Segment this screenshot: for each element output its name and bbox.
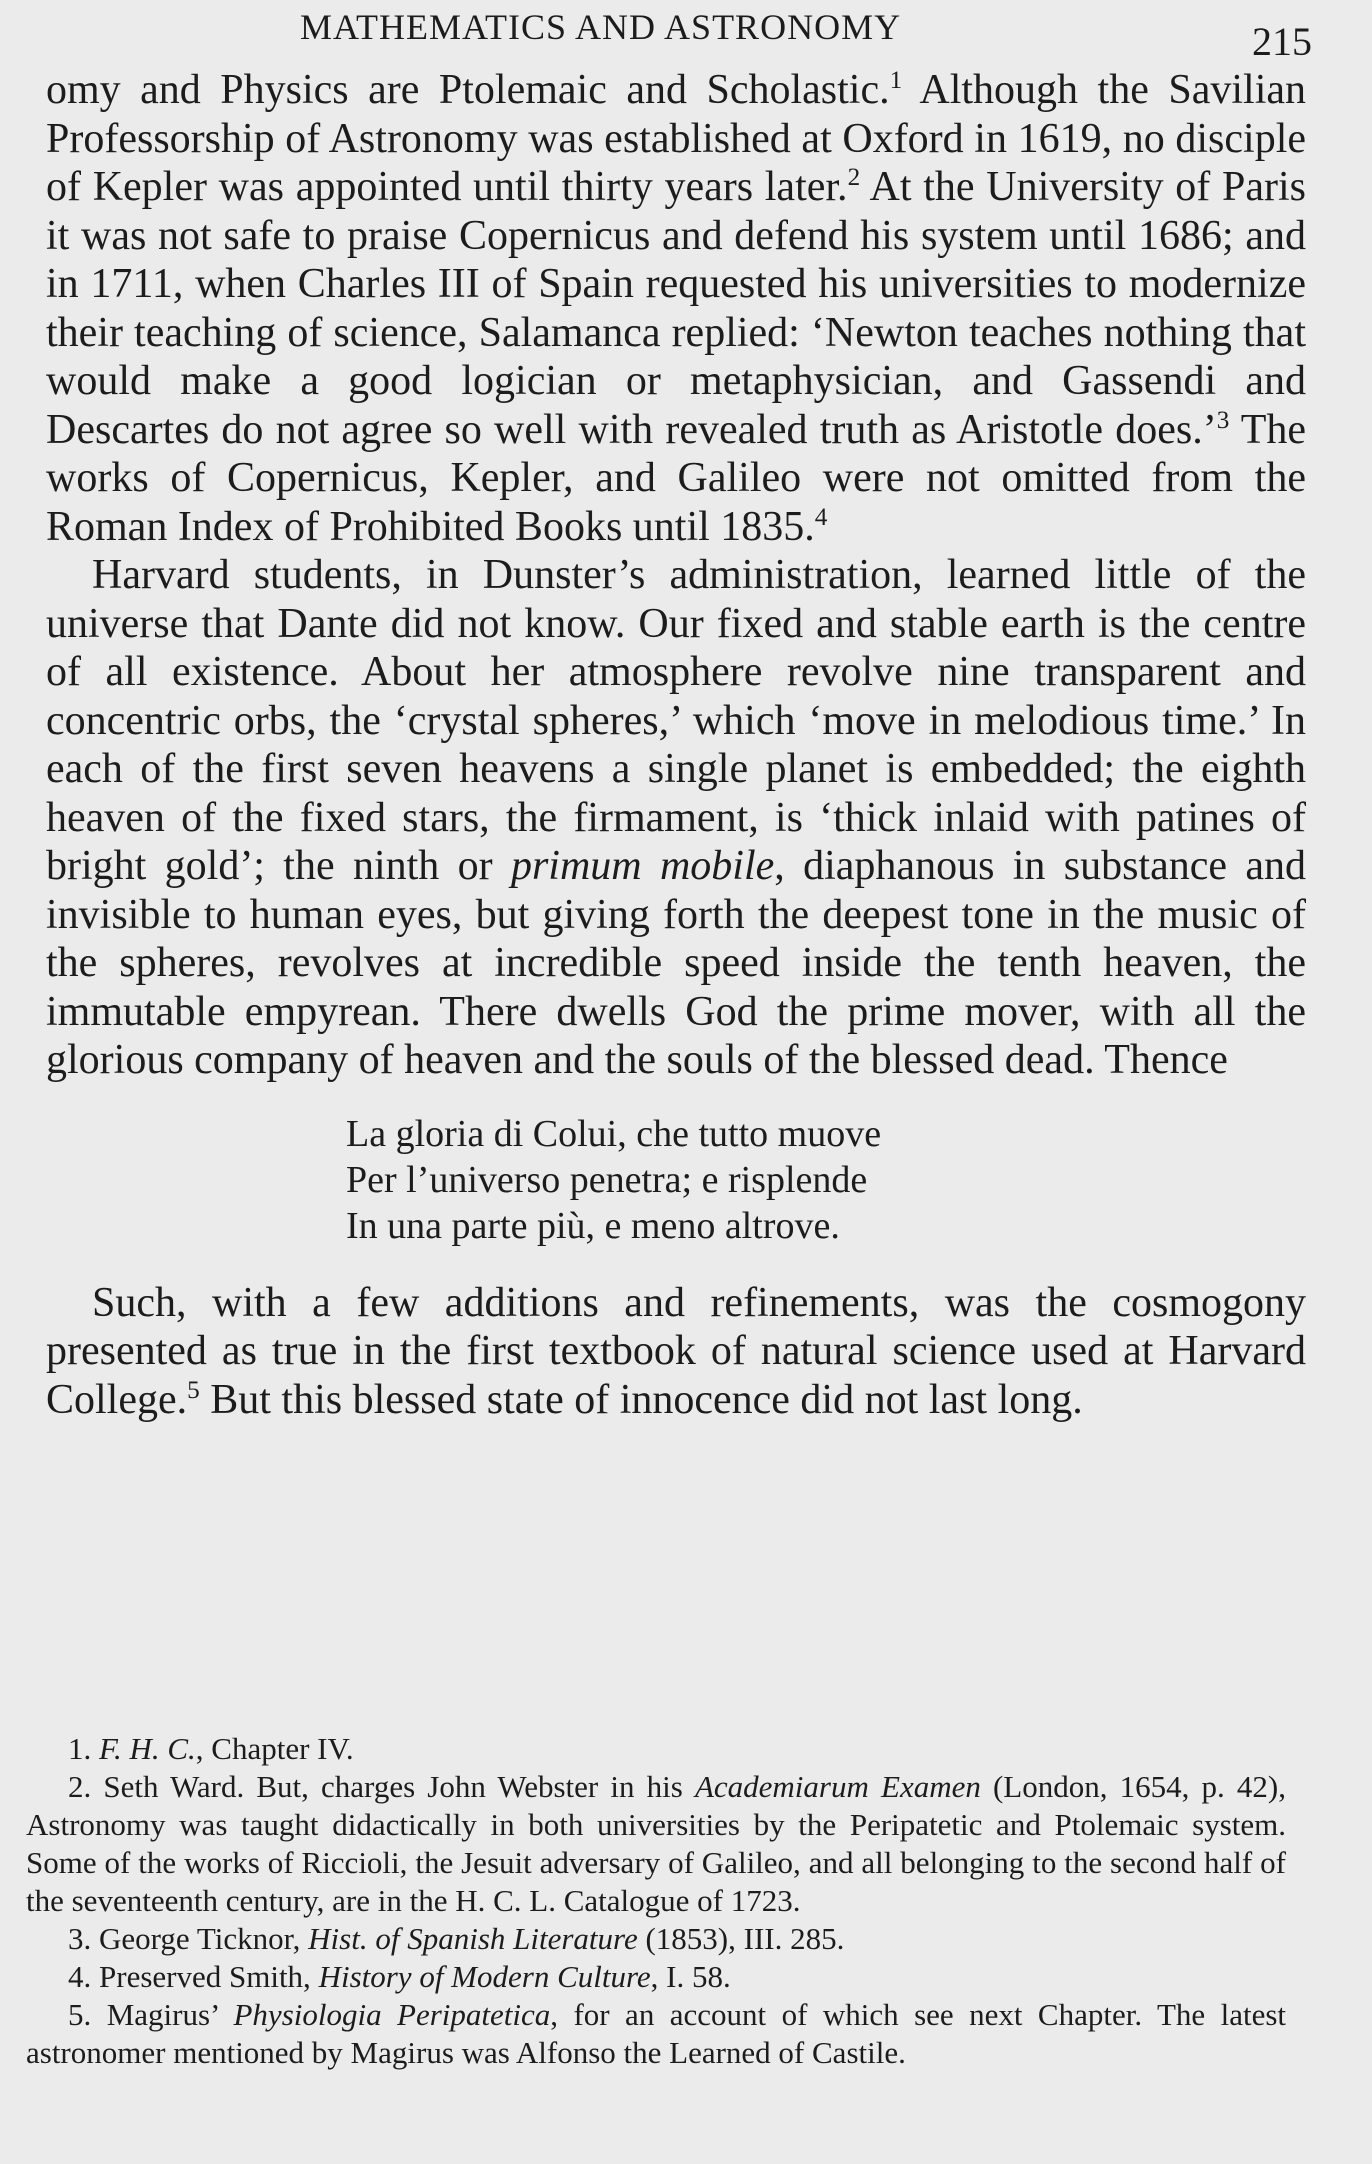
body-text — [46, 66, 1306, 1424]
footnote-3 — [26, 1920, 1286, 1958]
footnote-2-number: 2. — [68, 1769, 92, 1804]
footnote-2-italic: Academiarum Examen — [694, 1769, 981, 1804]
footnote-1-text: , Chapter IV. — [195, 1731, 354, 1766]
paragraph-1 — [46, 66, 1306, 551]
verse-line-3: In una parte più, e meno altrove. — [346, 1204, 840, 1247]
footnote-1-italic: F. H. C. — [99, 1731, 196, 1766]
paragraph-3-text-b: But this blessed state of innocence did not last long. — [199, 1376, 1083, 1423]
footnote-ref-2: 2 — [847, 164, 861, 191]
footnote-2-text-b: (London, 1654, p. 42), Astronomy was taught didactically in both universities by the Peripatetic and Ptolemaic system. Some of the works of Riccioli, the Jesuit adversary of Galileo, and all belonging to the second half of the seventeenth century, are in the H. C. L. Catalogue of 1723. — [26, 1769, 1286, 1918]
footnote-4-italic: History of Modern Culture — [318, 1959, 651, 1994]
footnote-4-number: 4. — [68, 1959, 92, 1994]
footnote-4-text-b: , I. 58. — [650, 1959, 731, 1994]
footnote-3-number: 3. — [68, 1921, 92, 1956]
footnote-5-number: 5. — [68, 1997, 92, 2032]
footnote-2 — [26, 1768, 1286, 1920]
paragraph-2 — [46, 551, 1306, 1085]
paragraph-2-italic: primum mobile — [510, 843, 775, 889]
paragraph-2-text-b: , diaphanous in substance and invisible to human eyes, but giving forth the deepest tone in the music of the spheres, revolves at incredible speed inside the tenth heaven, the immutable empyrean. There dwells God the prime mover, with all the glorious company of heaven and the souls of the blessed dead. Thence — [46, 843, 1306, 1083]
verse-line-1: La gloria di Colui, che tutto muove — [346, 1112, 882, 1155]
page-number: 215 — [1252, 19, 1312, 64]
paragraph-1-text-d: The works of Copernicus, Kepler, and Galileo were not omitted from the Roman Index of Prohibited Books until 1835. — [46, 406, 1306, 550]
footnote-1 — [26, 1730, 1286, 1768]
footnote-ref-5: 5 — [187, 1376, 200, 1404]
footnote-5-italic: Physiologia Peripatetica — [233, 1997, 551, 2032]
footnote-5 — [26, 1996, 1286, 2072]
verse-line-2: Per l’universo penetra; e risplende — [346, 1158, 868, 1201]
footnote-ref-3: 3 — [1216, 406, 1230, 434]
paragraph-3 — [46, 1279, 1306, 1425]
footnote-3-text-b: (1853), III. 285. — [637, 1921, 845, 1956]
paragraph-2-text-a: Harvard students, in Dunster’s administration, learned little of the universe that Dante did not know. Our fixed and stable earth is the centre of all existence. About her atmosphere revolve nine transparent and concentric orbs, the ‘crystal spheres,’ which ‘move in melodious time.’ In each of the first seven heavens a single planet is embedded; the eighth heaven of the fixed stars, the firmament, is ‘thick inlaid with patines of bright gold’; the ninth or — [46, 552, 1306, 889]
footnote-2-text-a: Seth Ward. But, charges John Webster in his — [103, 1769, 695, 1804]
running-head: MATHEMATICS AND ASTRONOMY — [300, 7, 902, 47]
dante-verse — [346, 1111, 1306, 1249]
footnote-4-text-a: Preserved Smith, — [99, 1959, 319, 1994]
footnotes — [26, 1730, 1286, 2072]
footnote-4 — [26, 1958, 1286, 1996]
footnote-ref-1: 1 — [889, 67, 903, 94]
footnote-5-text-b: , for an account of which see next Chapter. The latest astronomer mentioned by Magirus was Alfonso the Learned of Castile. — [26, 1997, 1287, 2070]
footnote-3-text-a: George Ticknor, — [99, 1921, 309, 1956]
footnote-3-italic: Hist. of Spanish Literature — [308, 1921, 638, 1956]
footnote-ref-4: 4 — [814, 503, 828, 531]
paragraph-3-text-a: Such, with a few additions and refinements, was the cosmogony presented as true in the first textbook of natural science used at Harvard College. — [46, 1279, 1306, 1423]
paragraph-1-text-a: omy and Physics are Ptolemaic and Scholastic. — [46, 67, 890, 113]
footnote-1-number: 1. — [68, 1731, 92, 1766]
footnote-5-text-a: Magirus’ — [106, 1997, 234, 2032]
paragraph-1-text-c: At the University of Paris it was not safe to praise Copernicus and defend his system until 1686; and in 1711, when Charles III of Spain requested his universities to modernize their teaching of science, Salamanca replied: ‘Newton teaches nothing that would make a good logician or metaphysician, and Gassendi and Descartes do not agree so well with revealed truth as Aristotle does.’ — [46, 164, 1306, 453]
paragraph-1-text-b: Although the Savilian Professorship of Astronomy was established at Oxford in 1619, no disciple of Kepler was appointed until thirty years later. — [46, 67, 1306, 210]
